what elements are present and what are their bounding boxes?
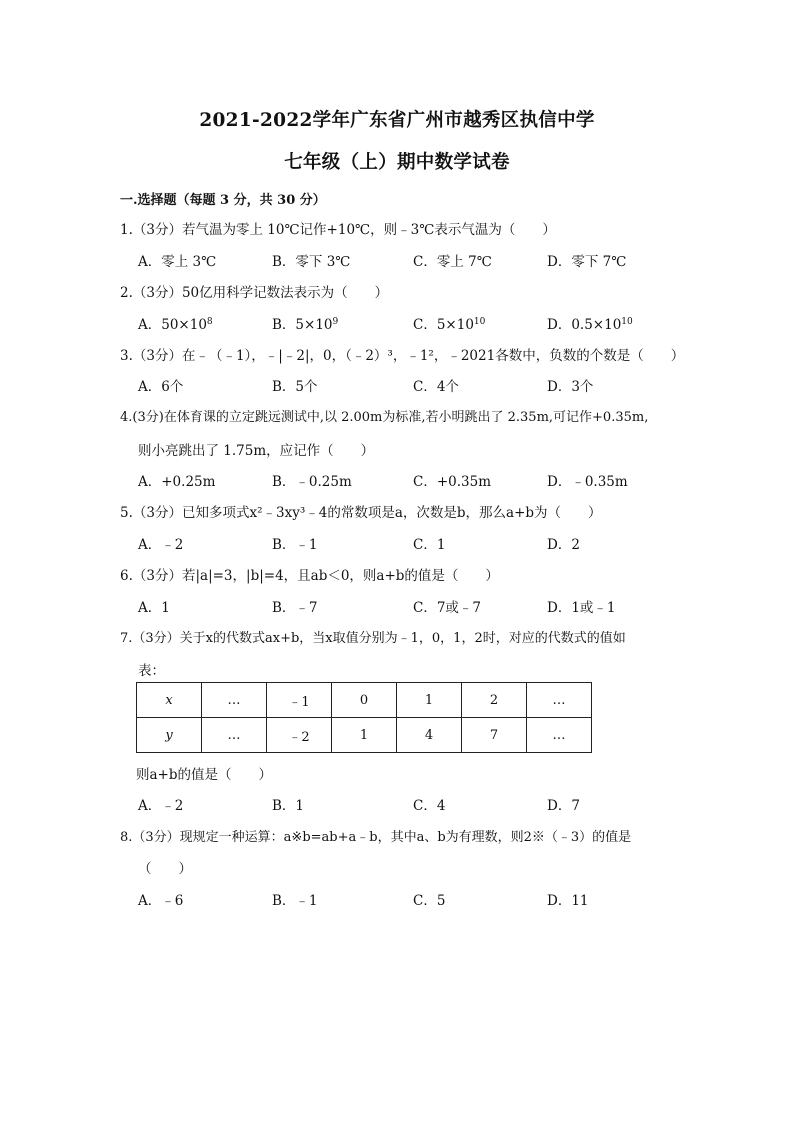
question-5-options (0, 533, 794, 553)
question-4-line2: 则小亮跳出了 1.75m，应记作（ ） (138, 443, 375, 459)
question-2: 2.（3分）50亿用科学记数法表示为（ ） (120, 285, 389, 301)
question-5: 5.（3分）已知多项式x²﹣3xy³﹣4的常数项是a，次数是b，那么a+b为（ ） (120, 505, 602, 521)
question-8-line2: （ ） (138, 861, 192, 877)
question-7-options (0, 794, 794, 814)
q2-option-b: B．$5\times 10^9$ (272, 317, 339, 333)
q8-option-d: D．11 (547, 893, 589, 909)
q5-option-c: C．1 (413, 537, 446, 553)
table-row (137, 683, 592, 718)
q4-option-a: A．+0.25m (138, 474, 216, 490)
table-cell: … (527, 718, 592, 753)
q6-option-c: C．7或﹣7 (413, 600, 482, 616)
question-4-line1: 4.(3分)在体育课的立定跳远测试中,以 2.00m为标准,若小明跳出了 2.35m,可记作+0.35m, (120, 410, 649, 425)
question-3-options (0, 375, 794, 395)
question-1: 1.（3分）若气温为零上 10℃记作+10℃，则﹣3℃表示气温为（ ） (120, 222, 556, 238)
table-cell: … (527, 683, 592, 718)
table-cell: 1 (332, 718, 397, 753)
q7-option-b: B．1 (272, 798, 305, 814)
table-cell: … (202, 718, 267, 753)
q6-option-a: A．1 (138, 600, 170, 616)
q6-option-d: D．1或﹣1 (547, 600, 616, 616)
question-1-options (0, 250, 794, 270)
question-3: 3.（3分）在﹣（﹣1），﹣|﹣2|，0，（﹣2）³，﹣1²，﹣2021各数中，负数的个数是（ ） (120, 348, 685, 364)
q3-option-d: D．3个 (547, 379, 594, 395)
table-cell: 4 (397, 718, 462, 753)
question-6: 6.（3分）若|a|=3，|b|=4，且ab＜0，则a+b的值是（ ） (120, 568, 499, 584)
table-cell: 7 (462, 718, 527, 753)
q1-option-b: B．零下 3℃ (272, 254, 351, 270)
question-8-options (0, 889, 794, 909)
exam-title-line1: 2021-2022学年广东省广州市越秀区执信中学 (199, 110, 595, 131)
q1-option-d: D．零下 7℃ (547, 254, 627, 270)
q8-option-a: A．﹣6 (138, 893, 184, 909)
question-8-line1: 8.（3分）现规定一种运算：a※b=ab+a﹣b，其中a、b为有理数，则2※（﹣3）的值是 (120, 830, 632, 845)
section-heading: 一.选择题（每题 3 分，共 30 分） (120, 193, 326, 208)
q2-option-c: C．$5\times 10^{10}$ (413, 317, 486, 333)
q8-option-c: C．5 (413, 893, 446, 909)
question-7-after-table: 则a+b的值是（ ） (136, 767, 273, 783)
table-row (137, 718, 592, 753)
q1-option-a: A．零上 3℃ (138, 254, 217, 270)
question-7-line1: 7.（3分）关于x的代数式ax+b，当x取值分别为﹣1，0，1，2时，对应的代数式的值如 (120, 631, 626, 646)
exam-title-line2: 七年级（上）期中数学试卷 (284, 152, 510, 173)
question-7-line2: 表： (138, 663, 165, 679)
q3-option-c: C．4个 (413, 379, 459, 395)
table-cell: 1 (397, 683, 462, 718)
q3-option-b: B．5个 (272, 379, 318, 395)
q8-option-b: B．﹣1 (272, 893, 318, 909)
q4-option-c: C．+0.35m (413, 474, 492, 490)
q7-option-c: C．4 (413, 798, 446, 814)
q5-option-b: B．﹣1 (272, 537, 318, 553)
table-cell: ﹣2 (267, 718, 332, 753)
table-cell: … (202, 683, 267, 718)
table-cell: 0 (332, 683, 397, 718)
q1-option-c: C．零上 7℃ (413, 254, 492, 270)
table-cell: 2 (462, 683, 527, 718)
q4-option-d: D．﹣0.35m (547, 474, 628, 490)
q4-option-b: B．﹣0.25m (272, 474, 352, 490)
table-cell: ﹣1 (267, 683, 332, 718)
question-2-options (0, 313, 794, 333)
question-6-options (0, 596, 794, 616)
values-table (136, 682, 592, 753)
q2-option-d: D．$0.5\times 10^{10}$ (547, 317, 633, 333)
table-cell: y (137, 718, 202, 753)
question-4-options (0, 470, 794, 490)
q2-option-a: A．$50\times 10^8$ (138, 317, 213, 333)
q6-option-b: B．﹣7 (272, 600, 318, 616)
q7-option-a: A．﹣2 (138, 798, 184, 814)
table-cell: x (137, 683, 202, 718)
q5-option-a: A．﹣2 (138, 537, 184, 553)
q3-option-a: A．6个 (138, 379, 184, 395)
q5-option-d: D．2 (547, 537, 580, 553)
q7-option-d: D．7 (547, 798, 580, 814)
